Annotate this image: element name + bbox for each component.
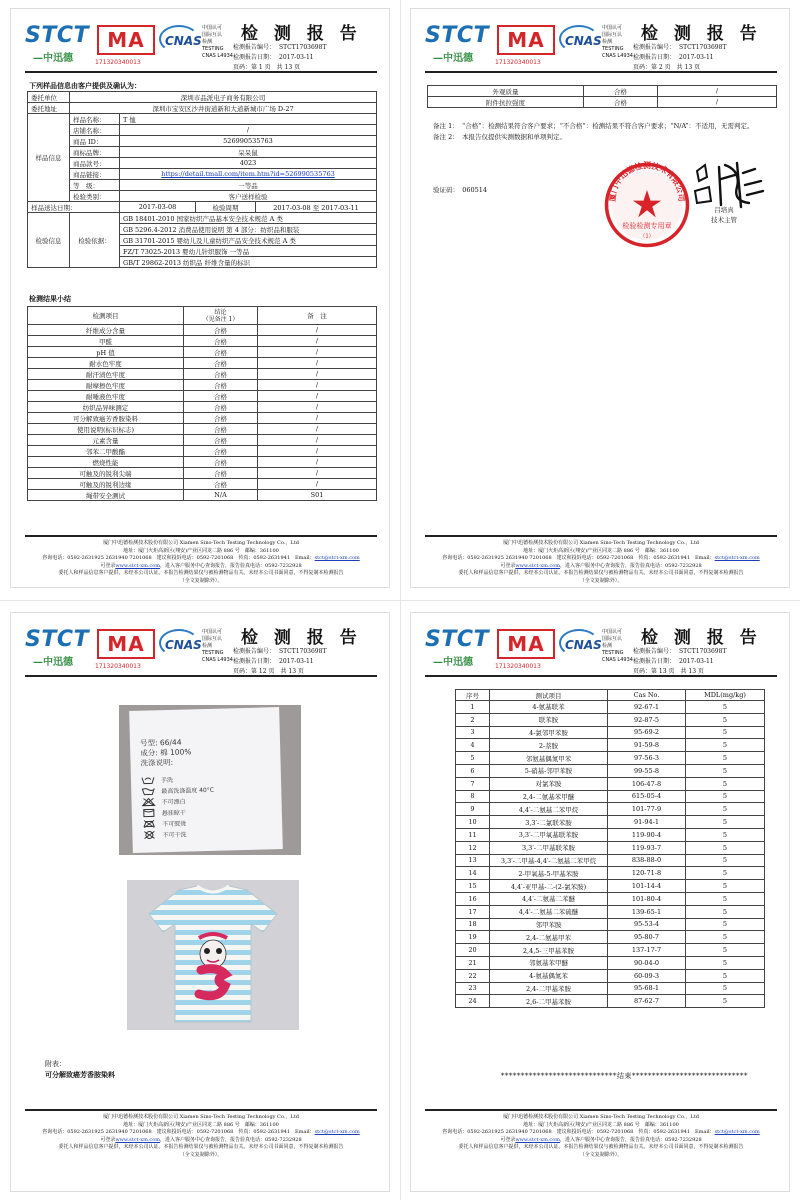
cnas-logo: CNAS (165, 34, 202, 48)
page-number: 第 2 页 (651, 64, 671, 71)
table-row: 耐摩擦色牢度 合格 / (28, 380, 377, 391)
ma-logo-number: 171320340013 (495, 663, 541, 670)
table-row: 3 4-氯邻甲苯胺 95-69-2 5 (456, 726, 765, 739)
table-row: 6 5-硝基-邻甲苯胺 99-55-8 5 (456, 764, 765, 777)
table-row: 纤维成分含量 合格 / (28, 325, 377, 336)
sample-info-label: 样品信息 (28, 114, 70, 202)
ma-logo: MA (497, 629, 555, 659)
size-text: 号型: 66/44 (139, 737, 182, 748)
report-page-13 (410, 612, 790, 1192)
wash-temp-icon (141, 786, 155, 795)
inspection-info-label: 检验信息 (28, 213, 70, 268)
page-number: 第 12 页 (251, 668, 275, 675)
table-row: 1 4-氨基联苯 92-67-1 5 (456, 701, 765, 714)
amine-table: 序号 测试项目 Cas No. MDL(mg/kg) 1 4-氨基联苯 92-67-1 5 2 联苯胺 92-87-5 5 3 4-氯邻甲苯胺 95-69-2 5 4 2-萘胺 91-59-8 5 5 邻氨基偶氮甲苯 97-56-3 5 6 5-硝基-邻甲苯胺 99-55-8 5 7 对氯苯胺 106-47-8 5 8 2,4-二氨基苯甲醚 615-05-4 5 9 4,4′-二氨基二苯甲烷 101-77-9 5 10 3,3′-二氯联苯胺 91-94-1 5 11 3,3′-二甲氧基联苯胺 119-90-4 5 12 3,3′-二甲基联苯胺 119-93-7 5 13 3,3′-二甲基-4,4′-二氨基二苯甲烷 838-88-0 5 14 2-甲氧基-5-甲基苯胺 120-71-8 5 15 4,4′-亚甲基-二-(2-氯苯胺) 101-14-4 5 16 4,4′-二氨基二苯醚 101-80-4 5 17 4,4′-二氨基二苯硫醚 139-65-1 5 18 邻甲苯胺 95-53-4 5 19 2,4-二氨基甲苯 95-80-7 5 20 2,4,5-三甲基苯胺 137-17-7 5 21 邻氨基苯甲醚 90-04-0 5 22 4-氨基偶氮苯 60-09-3 5 23 2,4-二甲基苯胺 95-68-1 5 24 2,6-二甲基苯胺 87-62-7 5 (455, 689, 765, 1008)
signer-title: 技术主管 (711, 216, 737, 224)
svg-text:检验检测专用章: 检验检测专用章 (622, 220, 672, 230)
no-dry-clean-icon (142, 830, 156, 839)
table-row: 14 2-甲氧基-5-甲基苯胺 120-71-8 5 (456, 867, 765, 880)
product-link[interactable]: https://detail.tmall.com/item.htm?id=526990535763 (161, 170, 335, 178)
table-row: 燃烧性能 合格 / (28, 457, 377, 468)
table-row: 11 3,3′-二甲氧基联苯胺 119-90-4 5 (456, 828, 765, 841)
table-row: pH 值 合格 / (28, 347, 377, 358)
inspection-type: 客户送样检验 (120, 191, 377, 202)
stct-logo: STCT (425, 627, 490, 652)
report-header (11, 9, 390, 77)
lab-logos (25, 627, 233, 672)
table-row: 可触及的锐利边缘 合格 / (28, 479, 377, 490)
report-meta: 检测报告编号： STCT1703698T 检测报告日期： 2017-03-11 页码：第 2 页 共 13 页 (633, 44, 727, 71)
stct-logo: STCT (25, 23, 90, 48)
care-symbols: 手洗 最高洗涤温度 40°C 不可漂白 悬挂晾干 不可熨烫 不可干洗 (141, 773, 215, 841)
header-rule (425, 71, 777, 73)
report-meta: 检测报告编号： STCT1703698T 检测报告日期： 2017-03-11 页码：第 13 页 共 13 页 (633, 648, 727, 675)
page-number: 第 13 页 (651, 668, 675, 675)
ma-logo: MA (497, 25, 555, 55)
wash-instructions-heading: 洗涤说明: (140, 757, 174, 768)
results-table: 检测项目 结论 （见备注 1） 备 注 纤维成分含量 合格 / 甲醛 合格 / pH 值 合格 / 耐水色牢度 合格 / 耐汗渍色牢度 合格 / 耐摩擦色牢度 合格 / 耐唾液色牢度 合格 / 纺织品异味测定 合格 / 可分解致癌芳香胺染料 合格 / 使用说明(标识标志) 合格 / 元素含量 合格 / 邻苯二甲酸酯 合格 / 燃烧性能 合格 / 可触及的锐利尖端 合格 / 可触及的锐利边缘 合格 / 绳带安全测试 N/A S01 (27, 306, 377, 501)
table-row: 13 3,3′-二甲基-4,4′-二氨基二苯甲烷 838-88-0 5 (456, 854, 765, 867)
client-unit: 深圳市品派电子商务有限公司 (70, 92, 377, 103)
report-footer: 厦门中迅德检测技术股份有限公司 Xiamen Sino-Tech Testing Technology Co.，Ltd 地址：厦门火炬高新区(翔安)产业区同龙二路 886 号 邮编：361100 咨询电话：0592-2631925 2631940 7201068 建议和投诉电话：0592-7201068 传真：0592-2631941 Email：stct@stct-xm.com 可登录www.stct-xm.com，进入客户服务中心查询报告，报告验真电话：0592-7232928 委托人和样品信息客户提供，未经本公司认证。本报告检测结果仅与被检测物品有关。未经本公司书面同意，不得复制本检测报告 （全文复制除外）。 (25, 1109, 377, 1159)
table-row: 20 2,4,5-三甲基苯胺 137-17-7 5 (456, 944, 765, 957)
ma-logo: MA (97, 629, 155, 659)
grade: 一等品 (120, 180, 377, 191)
cnas-side-text: 中国认可 国际互认 检测 TESTING CNAS L4934 (602, 25, 633, 59)
cnas-logo: CNAS (565, 638, 602, 652)
client-info-intro: 下列样品信息由客户提供及确认为： (29, 82, 141, 90)
report-footer: 厦门中迅德检测技术股份有限公司 Xiamen Sino-Tech Testing Technology Co.，Ltd 地址：厦门火炬高新区(翔安)产业区同龙二路 886 号 邮编：361100 咨询电话：0592-2631925 2631940 7201068 建议和投诉电话：0592-7201068 传真：0592-2631941 Email：stct@stct-xm.com 可登录www.stct-xm.com，进入客户服务中心查询报告，报告验真电话：0592-7232928 委托人和样品信息客户提供，未经本公司认证。本报告检测结果仅与被检测物品有关。未经本公司书面同意，不得复制本检测报告 （全文复制除外）。 (425, 535, 777, 585)
stct-logo-subtitle: —中迅德 (33, 53, 73, 64)
signer-block (711, 205, 737, 225)
report-date: 2017-03-11 (279, 54, 314, 61)
received-date: 2017-03-08 (120, 202, 196, 213)
inspection-period: 2017-03-08 至 2017-03-11 (256, 202, 377, 213)
report-header (411, 9, 790, 77)
lab-logos (425, 23, 633, 68)
lab-logos (25, 23, 233, 68)
composition-text: 成分: 棉 100% (140, 747, 192, 758)
cnas-logo: CNAS (165, 638, 202, 652)
ma-logo-number: 171320340013 (95, 59, 141, 66)
lab-logos (425, 627, 633, 672)
table-row: 9 4,4′-二氨基二苯甲烷 101-77-9 5 (456, 803, 765, 816)
client-info-table: 委托单位 深圳市品派电子商务有限公司 委托地址 深圳市宝安区沙井街道新和大道新城市广场 D-27 样品信息 样品名称： T 恤 店铺名称： / 商品 ID： 526990535763 商标品牌： 呆呆鼠 商品款号： 4023 商品链接： https://detail.tmall.com/item.htm?id=526990535763 等 级： 一等品 检验类别： 客户送样检验 样品送达日期： 2017-03-08 检验周期 2017-03-08 至 2017-03-11 检验信息 检验依据： GB 18401-2010 国家纺织产品基本安全技术规范 A 类 GB 5296.4-2012 消费品使用说明 第 4 部分：纺织品和服装 GB 31701-2015 婴幼儿及儿童纺织产品安全技术规范 A 类 FZ/T 73025-2013 婴幼儿针织服饰 一等品 GB/T 29862-2013 纺织品 纤维含量的标识 (27, 91, 377, 268)
ma-logo: MA (97, 25, 155, 55)
table-row: 可分解致癌芳香胺染料 合格 / (28, 413, 377, 424)
care-label-photo (119, 705, 301, 855)
report-number: STCT1703698T (279, 44, 327, 51)
table-row: 2 联苯胺 92-87-5 5 (456, 713, 765, 726)
svg-text:（1）: （1） (640, 233, 654, 240)
report-header (11, 613, 390, 681)
table-row: 纺织品异味测定 合格 / (28, 402, 377, 413)
table-row: 21 邻氨基苯甲醚 90-04-0 5 (456, 956, 765, 969)
stct-logo-subtitle: —中迅德 (433, 53, 473, 64)
ma-logo-number: 171320340013 (95, 663, 141, 670)
table-row: 23 2,4-二甲基苯胺 95-68-1 5 (456, 982, 765, 995)
svg-text:厦门中迅德检测技术有限公司: 厦门中迅德检测技术有限公司 (608, 161, 686, 202)
table-row: 5 邻氨基偶氮甲苯 97-56-3 5 (456, 752, 765, 765)
report-page-2 (410, 8, 790, 588)
report-title: 检 测 报 告 (641, 24, 762, 44)
table-row: 24 2,6-二甲基苯胺 87-62-7 5 (456, 995, 765, 1008)
stct-logo: STCT (25, 627, 90, 652)
report-meta: 检测报告编号： STCT1703698T 检测报告日期： 2017-03-11 页码：第 1 页 共 13 页 (233, 44, 327, 71)
header-rule (425, 675, 777, 677)
table-row: 7 对氯苯胺 106-47-8 5 (456, 777, 765, 790)
annex-title: 可分解致癌芳香胺染料 (45, 1071, 115, 1079)
table-row: 耐唾液色牢度 合格 / (28, 391, 377, 402)
table-row: 15 4,4′-亚甲基-二-(2-氯苯胺) 101-14-4 5 (456, 880, 765, 893)
cnas-side-text: 中国认可 国际互认 检测 TESTING CNAS L4934 (602, 629, 633, 663)
header-rule (25, 71, 377, 73)
ma-logo-number: 171320340013 (495, 59, 541, 66)
table-row: 22 4-氨基偶氮苯 60-09-3 5 (456, 969, 765, 982)
signer-name: 吕培真 (714, 206, 734, 214)
cnas-side-text: 中国认可 国际互认 检测 TESTING CNAS L4934 (202, 25, 233, 59)
table-row: 耐汗渍色牢度 合格 / (28, 369, 377, 380)
annex-section (45, 1059, 115, 1081)
table-row: 19 2,4-二氨基甲苯 95-80-7 5 (456, 931, 765, 944)
table-row: 12 3,3′-二甲基联苯胺 119-93-7 5 (456, 841, 765, 854)
summary-title: 检测结果小结 (29, 295, 71, 303)
table-row: 18 邻甲苯胺 95-53-4 5 (456, 918, 765, 931)
page-number: 第 1 页 (251, 64, 271, 71)
no-bleach-icon (141, 797, 155, 806)
hand-wash-icon (141, 775, 155, 784)
cnas-side-text: 中国认可 国际互认 检测 TESTING CNAS L4934 (202, 629, 233, 663)
no-iron-icon (142, 819, 156, 828)
table-row: 8 2,4-二氨基苯甲醚 615-05-4 5 (456, 790, 765, 803)
table-row: 邻苯二甲酸酯 合格 / (28, 446, 377, 457)
table-row: 耐水色牢度 合格 / (28, 358, 377, 369)
report-footer: 厦门中迅德检测技术股份有限公司 Xiamen Sino-Tech Testing Technology Co.，Ltd 地址：厦门火炬高新区(翔安)产业区同龙二路 886 号 邮编：361100 咨询电话：0592-2631925 2631940 7201068 建议和投诉电话：0592-7201068 传真：0592-2631941 Email：stct@stct-xm.com 可登录www.stct-xm.com，进入客户服务中心查询报告，报告验真电话：0592-7232928 委托人和样品信息客户提供，未经本公司认证。本报告检测结果仅与被检测物品有关。未经本公司书面同意，不得复制本检测报告 （全文复制除外）。 (25, 535, 377, 585)
table-row: 元素含量 合格 / (28, 435, 377, 446)
verification-code: 验证码： 060514 (433, 186, 488, 194)
table-row: 17 4,4′-二氨基二苯硫醚 139-65-1 5 (456, 905, 765, 918)
table-row: 10 3,3′-二氯联苯胺 91-94-1 5 (456, 816, 765, 829)
lab-seal-stamp (603, 161, 691, 249)
tshirt-photo (127, 880, 299, 1030)
table-row: 4 2-萘胺 91-59-8 5 (456, 739, 765, 752)
report-end-marker: *****************************结束***************************** (501, 1072, 748, 1080)
stct-logo-subtitle: —中迅德 (433, 657, 473, 668)
table-row: 甲醛 合格 / (28, 336, 377, 347)
results-table-continued: 外观质量 合格 / 附件抗拉强度 合格 / (427, 85, 777, 108)
report-footer: 厦门中迅德检测技术股份有限公司 Xiamen Sino-Tech Testing Technology Co.，Ltd 地址：厦门火炬高新区(翔安)产业区同龙二路 886 号 邮编：361100 咨询电话：0592-2631925 2631940 7201068 建议和投诉电话：0592-7201068 传真：0592-2631941 Email：stct@stct-xm.com 可登录www.stct-xm.com，进入客户服务中心查询报告，报告验真电话：0592-7232928 委托人和样品信息客户提供，未经本公司认证。本报告检测结果仅与被检测物品有关。未经本公司书面同意，不得复制本检测报告 （全文复制除外）。 (425, 1109, 777, 1159)
cnas-logo: CNAS (565, 34, 602, 48)
stct-logo: STCT (425, 23, 490, 48)
table-row: 绳带安全测试 N/A S01 (28, 490, 377, 501)
report-notes: 备注 1： “合格”：检测结果符合客户要求；“不合格”：检测结果不符合客户要求；“N/A”：不适用，无需判定。 备注 2： 本报告仅提供实测数据和单项判定。 (433, 122, 754, 141)
report-page-1 (10, 8, 390, 588)
page-divider-horizontal (0, 600, 800, 601)
report-header (411, 613, 790, 681)
report-meta: 检测报告编号： STCT1703698T 检测报告日期： 2017-03-11 页码：第 12 页 共 13 页 (233, 648, 327, 675)
product-id: 526990535763 (120, 136, 377, 147)
annex-label: 附表： (45, 1060, 66, 1068)
client-address: 深圳市宝安区沙井街道新和大道新城市广场 D-27 (70, 103, 377, 114)
line-dry-icon (142, 808, 156, 817)
report-page-12 (10, 612, 390, 1192)
table-row: 16 4,4′-二氨基二苯醚 101-80-4 5 (456, 892, 765, 905)
report-title: 检 测 报 告 (241, 24, 362, 44)
report-title: 检 测 报 告 (641, 628, 762, 648)
brand: 呆呆鼠 (120, 147, 377, 158)
style-number: 4023 (120, 158, 377, 169)
stct-logo-subtitle: —中迅德 (33, 657, 73, 668)
report-title: 检 测 报 告 (241, 628, 362, 648)
header-rule (25, 675, 377, 677)
table-row: 可触及的锐利尖端 合格 / (28, 468, 377, 479)
table-row: 使用说明(标识标志) 合格 / (28, 424, 377, 435)
care-label (129, 707, 283, 853)
